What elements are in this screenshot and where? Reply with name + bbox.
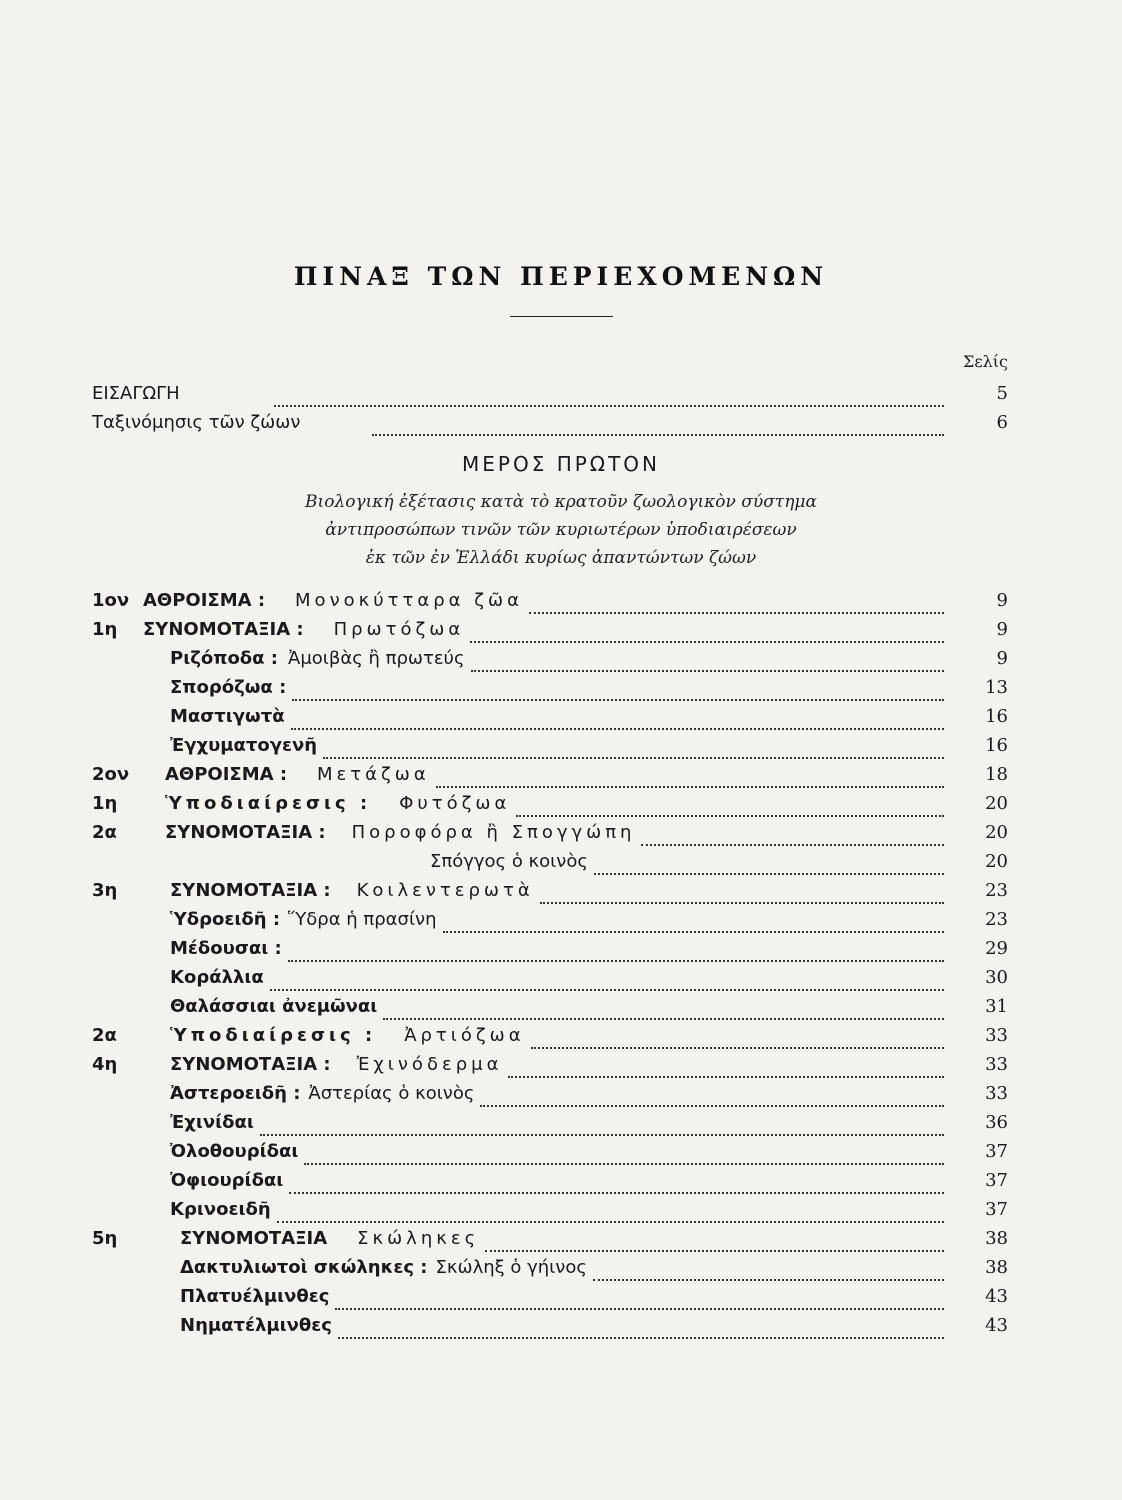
toc-row	[0, 617, 1122, 643]
toc-label	[170, 907, 437, 933]
toc-page-number: 20	[985, 851, 1008, 872]
page-title: ΠΙΝΑΞ ΤΩΝ ΠΕΡΙΕΧΟΜΕΝΩΝ	[293, 262, 829, 291]
dot-leader	[274, 381, 944, 407]
toc-entry-number: 1η	[92, 619, 118, 640]
toc-label	[170, 704, 285, 730]
toc-label	[170, 1023, 525, 1049]
toc-entry-heading: Ὀφιουρίδαι	[170, 1170, 284, 1191]
toc-label	[165, 762, 430, 788]
toc-row	[0, 1284, 1122, 1310]
toc-entry-heading: Κρινοειδῆ	[170, 1199, 271, 1220]
dot-leader	[531, 1023, 944, 1049]
dot-leader	[641, 820, 944, 846]
toc-page-number: 33	[985, 1083, 1008, 1104]
toc-row	[0, 675, 1122, 701]
toc-row-classification	[0, 410, 1122, 436]
toc-page-number: 43	[985, 1286, 1008, 1307]
dot-leader	[485, 1226, 944, 1252]
toc-label	[180, 1284, 329, 1310]
toc-page-number: 23	[985, 880, 1008, 901]
toc-entry-text: Κοιλεντερωτὰ	[356, 880, 534, 901]
toc-label	[170, 733, 317, 759]
toc-entry-heading: ΑΘΡΟΙΣΜΑ :	[143, 590, 266, 611]
toc-entry-heading: Ἀστεροειδῆ :	[170, 1083, 301, 1104]
toc-entry-text: Φυτόζωα	[399, 793, 511, 814]
toc-entry-text: Σκώληξ ὁ γήινος	[435, 1257, 587, 1278]
toc-entry-number: 4η	[92, 1054, 118, 1075]
toc-entry-heading: Ριζόποδα :	[170, 648, 279, 669]
toc-label	[180, 1313, 332, 1339]
toc-entry-heading: ΣΥΝΟΜΟΤΑΞΙΑ :	[170, 880, 331, 901]
toc-row	[0, 791, 1122, 817]
toc-label	[170, 646, 465, 672]
part-heading: ΜΕΡΟΣ ΠΡΩΤΟΝ	[462, 452, 660, 476]
dot-leader	[480, 1081, 944, 1107]
toc-entry-heading: ΣΥΝΟΜΟΤΑΞΙΑ	[180, 1228, 328, 1249]
toc-row	[0, 1313, 1122, 1339]
toc-page-number: 43	[985, 1315, 1008, 1336]
toc-label	[165, 791, 510, 817]
dot-leader	[270, 965, 944, 991]
dot-leader	[443, 907, 944, 933]
toc-page-number: 20	[985, 822, 1008, 843]
toc-page-number: 9	[996, 648, 1008, 669]
toc-label: Ταξινόμησις τῶν ζώων	[92, 412, 301, 433]
toc-page-number: 31	[985, 996, 1008, 1017]
toc-entry-heading: ΑΘΡΟΙΣΜΑ :	[165, 764, 288, 785]
toc-page-number: 16	[985, 735, 1008, 756]
toc-entry-text: Ἀστερίας ὁ κοινὸς	[308, 1083, 475, 1104]
toc-row	[0, 878, 1122, 904]
toc-page-number: 37	[985, 1170, 1008, 1191]
toc-entry-text: Μονοκύτταρα ζῶα	[295, 590, 523, 611]
toc-row	[0, 820, 1122, 846]
toc-label	[180, 1226, 479, 1252]
toc-row	[0, 1226, 1122, 1252]
toc-row	[0, 704, 1122, 730]
toc-row	[0, 1139, 1122, 1165]
toc-page-number: 30	[985, 967, 1008, 988]
toc-row	[0, 1255, 1122, 1281]
toc-entry-number: 5η	[92, 1228, 118, 1249]
toc-page-number: 33	[985, 1054, 1008, 1075]
toc-label	[143, 617, 464, 643]
toc-page-number: 38	[985, 1228, 1008, 1249]
toc-label	[170, 1110, 254, 1136]
dot-leader	[288, 936, 944, 962]
toc-entry-heading: Μέδουσαι :	[170, 938, 282, 959]
toc-entry-heading: Ὑποδιαίρεσις :	[165, 793, 372, 814]
toc-row	[0, 849, 1122, 875]
toc-row	[0, 762, 1122, 788]
toc-entry-heading: Ὑδροειδῆ :	[170, 909, 281, 930]
toc-page-number: 18	[985, 764, 1008, 785]
toc-page-number: 9	[996, 590, 1008, 611]
toc-entry-number: 3η	[92, 880, 118, 901]
toc-row	[0, 1168, 1122, 1194]
part-subtitle-line: Βιολογική ἐξέτασις κατὰ τὸ κρατοῦν ζωολογικὸν σύστημα	[305, 492, 817, 512]
dot-leader	[291, 704, 944, 730]
toc-label	[170, 936, 282, 962]
dot-leader	[383, 994, 944, 1020]
toc-label	[170, 1081, 474, 1107]
toc-page-number: 36	[985, 1112, 1008, 1133]
toc-entry-heading: ΣΥΝΟΜΟΤΑΞΙΑ :	[170, 1054, 331, 1075]
toc-label	[170, 878, 534, 904]
dot-leader	[323, 733, 944, 759]
toc-entry-heading: Ὀλοθουρίδαι	[170, 1141, 299, 1162]
toc-row	[0, 965, 1122, 991]
toc-label	[170, 965, 264, 991]
dot-leader	[470, 617, 944, 643]
toc-entry-number: 2ον	[92, 764, 130, 785]
toc-label	[170, 1139, 298, 1165]
toc-entry-text: Σπόγγος ὁ κοινὸς	[430, 851, 588, 872]
toc-entry-heading: ΣΥΝΟΜΟΤΑΞΙΑ :	[143, 619, 304, 640]
toc-entry-heading: Δακτυλιωτοὶ σκώληκες :	[180, 1257, 428, 1278]
toc-entry-heading: Ὑποδιαίρεσις :	[170, 1025, 377, 1046]
dot-leader	[471, 646, 944, 672]
toc-label	[170, 1052, 502, 1078]
title-underline	[510, 316, 613, 317]
toc-page-number: 16	[985, 706, 1008, 727]
toc-row	[0, 1023, 1122, 1049]
toc-entry-number: 1ον	[92, 590, 130, 611]
toc-page-number: 33	[985, 1025, 1008, 1046]
toc-label	[180, 1255, 587, 1281]
toc-entry-number: 2α	[92, 822, 117, 843]
toc-row	[0, 936, 1122, 962]
toc-page-number: 5	[996, 383, 1008, 404]
toc-entry-heading: Κοράλλια	[170, 967, 264, 988]
toc-row	[0, 907, 1122, 933]
dot-leader	[335, 1284, 944, 1310]
toc-page-number: 9	[996, 619, 1008, 640]
toc-label	[170, 1168, 283, 1194]
toc-page-number: 20	[985, 793, 1008, 814]
toc-page-number: 29	[985, 938, 1008, 959]
toc-row	[0, 994, 1122, 1020]
dot-leader	[516, 791, 944, 817]
toc-entry-text: Ἀρτιόζωα	[404, 1025, 525, 1046]
toc-entry-heading: Νηματέλμινθες	[180, 1315, 332, 1336]
toc-entry-heading: Θαλάσσιαι ἀνεμῶναι	[170, 996, 378, 1017]
toc-label	[170, 994, 377, 1020]
toc-label	[165, 820, 635, 846]
toc-entry-number: 1η	[92, 793, 118, 814]
toc-page-number: 23	[985, 909, 1008, 930]
dot-leader	[372, 410, 944, 436]
toc-entry-text: Πρωτόζωα	[333, 619, 465, 640]
part-subtitle-line: ἀντιπροσώπων τινῶν τῶν κυριωτέρων ὑποδιαιρέσεων	[325, 520, 797, 540]
toc-entry-text: Ποροφόρα ἢ Σπογγώπη	[351, 822, 636, 843]
toc-row	[0, 1052, 1122, 1078]
toc-row	[0, 1197, 1122, 1223]
toc-label: ΕΙΣΑΓΩΓΗ	[92, 383, 180, 404]
toc-label	[170, 675, 286, 701]
toc-row	[0, 1081, 1122, 1107]
dot-leader	[540, 878, 944, 904]
toc-entry-heading: ΣΥΝΟΜΟΤΑΞΙΑ :	[165, 822, 326, 843]
toc-entry-number: 2α	[92, 1025, 117, 1046]
dot-leader	[304, 1139, 944, 1165]
toc-entry-text: Ὕδρα ἡ πρασίνη	[288, 909, 437, 930]
toc-entry-heading: Σπορόζωα :	[170, 677, 287, 698]
toc-row	[0, 646, 1122, 672]
dot-leader	[277, 1197, 944, 1223]
toc-page-number: 38	[985, 1257, 1008, 1278]
toc-entry-heading: Μαστιγωτὰ	[170, 706, 285, 727]
toc-label	[143, 588, 523, 614]
dot-leader	[292, 675, 944, 701]
toc-page-number: 6	[996, 412, 1008, 433]
toc-entry-text: Ἐχινόδερμα	[356, 1054, 503, 1075]
toc-entry-text: Μετάζωα	[317, 764, 430, 785]
dot-leader	[260, 1110, 944, 1136]
toc-row	[0, 1110, 1122, 1136]
dot-leader	[594, 849, 944, 875]
part-subtitle-line: ἐκ τῶν ἐν Ἑλλάδι κυρίως ἀπαντώντων ζώων	[365, 548, 757, 568]
toc-row	[0, 733, 1122, 759]
toc-page-number: 13	[985, 677, 1008, 698]
toc-row	[0, 588, 1122, 614]
dot-leader	[508, 1052, 944, 1078]
toc-entry-heading: Ἐχινίδαι	[170, 1112, 254, 1133]
dot-leader	[436, 762, 944, 788]
page-column-label: Σελίς	[963, 352, 1008, 371]
toc-entry-heading: Πλατυέλμινθες	[180, 1286, 330, 1307]
toc-entry-text: Σκώληκες	[357, 1228, 480, 1249]
dot-leader	[289, 1168, 944, 1194]
toc-label	[430, 849, 588, 875]
toc-entry-text: Ἀμοιβὰς ἢ πρωτεύς	[288, 648, 465, 669]
dot-leader	[529, 588, 944, 614]
toc-row-intro	[0, 381, 1122, 407]
toc-page-number: 37	[985, 1141, 1008, 1162]
toc-page-number: 37	[985, 1199, 1008, 1220]
dot-leader	[593, 1255, 944, 1281]
dot-leader	[338, 1313, 944, 1339]
toc-entry-heading: Ἐγχυματογενῆ	[170, 735, 318, 756]
toc-label	[170, 1197, 271, 1223]
